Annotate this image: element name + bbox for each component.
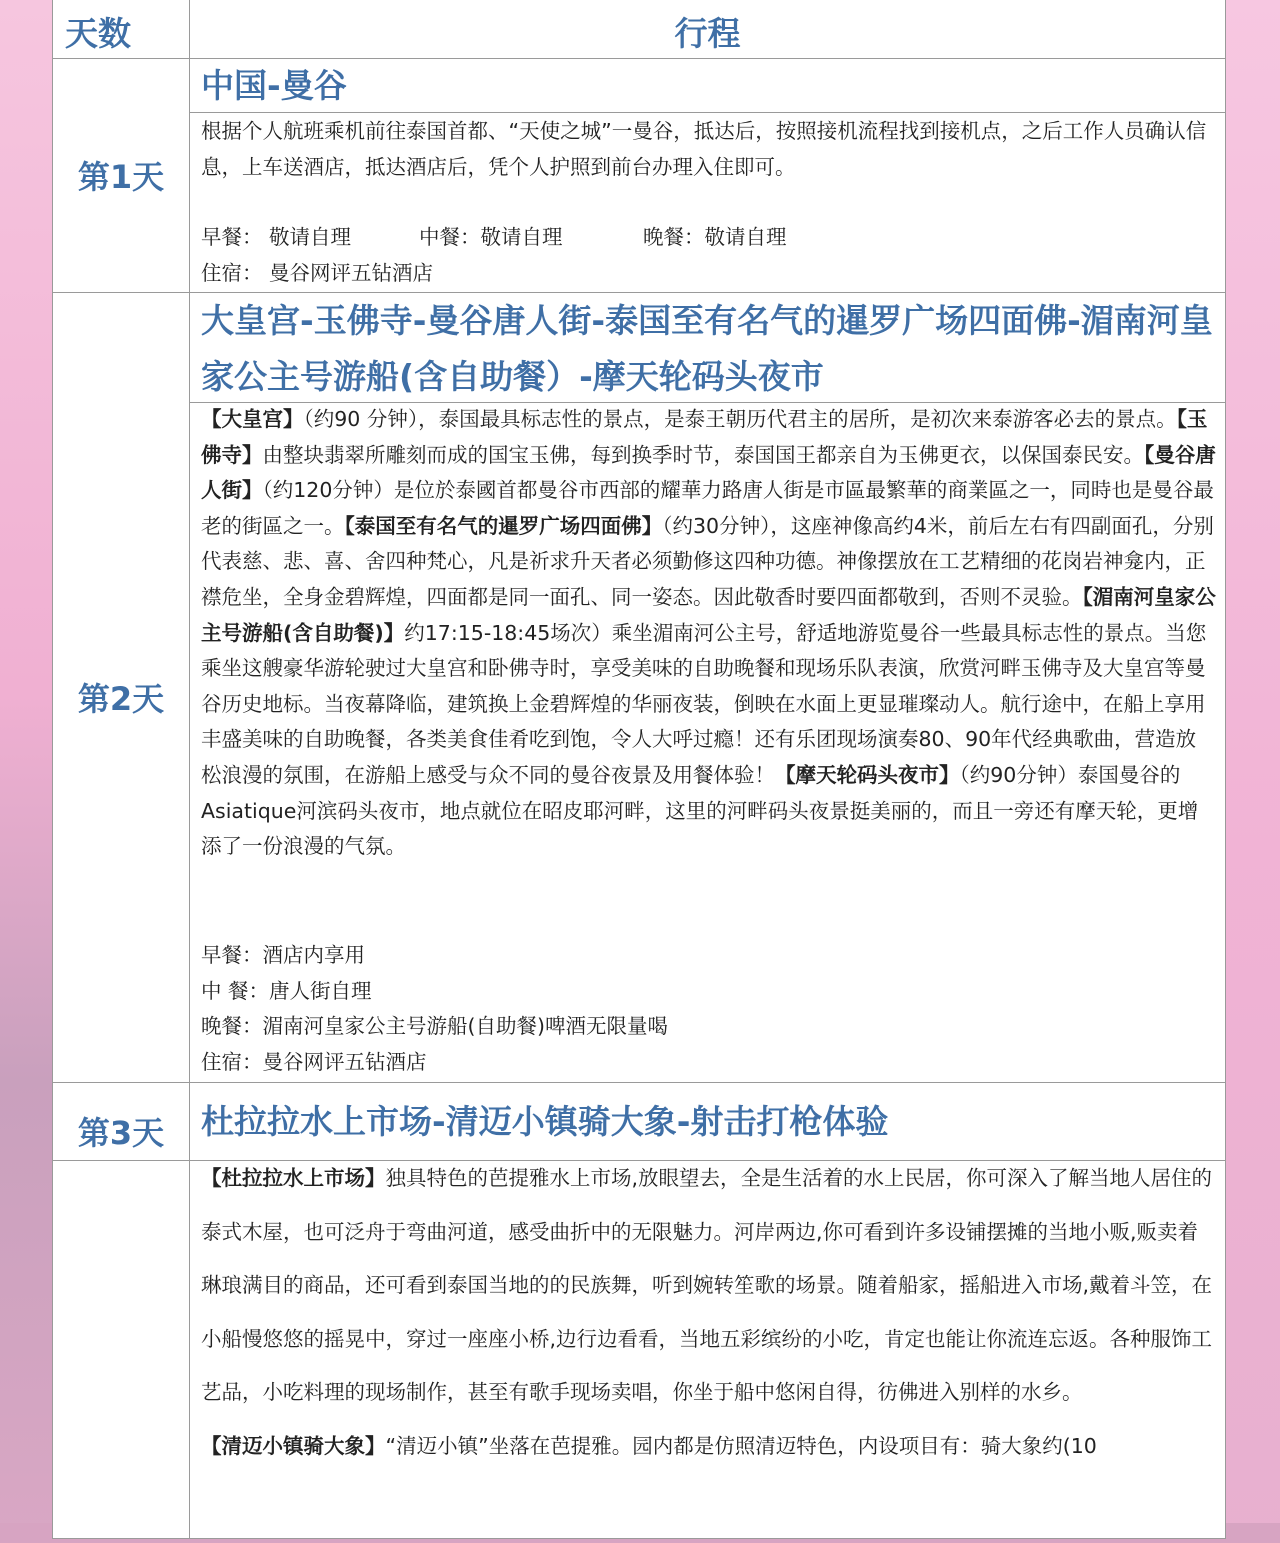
column-divider: [189, 0, 190, 1538]
day-3-description: [201, 1152, 1216, 1473]
day-2-lunch: 中 餐：唐人街自理: [201, 978, 372, 1003]
header-day: 天数: [65, 14, 131, 53]
attraction-name: 【杜拉拉水上市场】: [201, 1166, 386, 1190]
day-3-title: 杜拉拉水上市场-清迈小镇骑大象-射击打枪体验: [201, 1102, 889, 1141]
day-1-label: 第1天: [77, 158, 165, 196]
row-divider: [53, 1082, 1225, 1083]
attraction-text: （约30分钟），这座神像高约4米，前后左右有四副面孔，分别代表慈、悲、喜、舍四种梵心，凡是祈求升天者必须勤修这四种功德。神像摆放在工艺精细的花岗岩神龛内，正襟危坐，全身金碧辉煌，四面都是同一面孔、同一姿态。因此敬香时要四面都敬到，否则不灵验。: [201, 513, 1214, 609]
day-2-hotel: 住宿：曼谷网评五钻酒店: [201, 1049, 427, 1074]
pink-background-right: [1220, 0, 1280, 1543]
day-1-breakfast: 早餐： 敬请自理: [201, 225, 352, 249]
day-1-lunch: 中餐：敬请自理: [419, 225, 563, 249]
attraction-text: 由整块翡翠所雕刻而成的国宝玉佛，每到换季时节，泰国国王都亲自为玉佛更衣，以保国泰民安。: [262, 442, 1144, 467]
day-3-label: 第3天: [77, 1114, 165, 1152]
day-2-label: 第2天: [77, 680, 165, 718]
day-1-hotel: 住宿： 曼谷网评五钻酒店: [201, 261, 434, 285]
day-3-paragraph-1: [201, 1152, 1216, 1420]
day-2-dinner: 晚餐：湄南河皇家公主号游船(自助餐)啤酒无限量喝: [201, 1014, 668, 1039]
day-2-meals: [201, 938, 1216, 1080]
attraction-name: 【清迈小镇骑大象】: [201, 1433, 386, 1458]
attraction-text: 独具特色的芭提雅水上市场,放眼望去，全是生活着的水上民居，你可深入了解当地人居住的泰式木屋，也可泛舟于弯曲河道，感受曲折中的无限魅力。河岸两边,你可看到许多设铺摆摊的当地小贩,贩卖着琳琅满目的商品，还可看到泰国当地的的民族舞，听到婉转笙歌的场景。随着船家，摇船进入市场,戴着斗笠，在小船慢悠悠的摇晃中，穿过一座座小桥,边行边看看，当地五彩缤纷的小吃，肯定也能让你流连忘返。各种服饰工艺品，小吃料理的现场制作，甚至有歌手现场卖唱，你坐于船中悠闲自得，彷佛进入别样的水乡。: [201, 1166, 1213, 1404]
pink-background-left: [0, 0, 60, 1543]
day-1-meals: [201, 220, 1216, 256]
day-2-description: [201, 402, 1216, 865]
attraction-text: （约90 分钟），泰国最具标志性的景点，是泰王朝历代君主的居所，是初次来泰游客必去的景点。: [303, 407, 1177, 431]
attraction-name: 【泰国至有名气的暹罗广场四面佛】: [344, 513, 663, 538]
attraction-name: 【玉佛寺】: [201, 407, 1208, 467]
day-1-description: 根据个人航班乘机前往泰国首都、“天使之城”一曼谷，抵达后，按照接机流程找到接机点，之后工作人员确认信息，上车送酒店，抵达酒店后，凭个人护照到前台办理入住即可。: [201, 119, 1207, 179]
itinerary-table: [52, 0, 1226, 1539]
day-2-title: 大皇宫-玉佛寺-曼谷唐人街-泰国至有名气的暹罗广场四面佛-湄南河皇家公主号游船(含自助餐）-摩天轮码头夜市: [201, 301, 1213, 396]
header-itinerary: 行程: [674, 14, 741, 53]
day-3-paragraph-2: [201, 1420, 1216, 1474]
attraction-name: 【大皇宫】: [201, 407, 304, 431]
attraction-text: 约17:15-18:45场次）乘坐湄南河公主号，舒适地游览曼谷一些最具标志性的景点。当您乘坐这艘豪华游轮驶过大皇宫和卧佛寺时，享受美味的自助晚餐和现场乐队表演，欣赏河畔玉佛寺及大皇宫等曼谷历史地标。当夜幕降临，建筑换上金碧辉煌的华丽夜装，倒映在水面上更显璀璨动人。航行途中，在船上享用丰盛美味的自助晚餐，各类美食佳肴吃到饱，令人大呼过瘾！还有乐团现场演奏80、90年代经典歌曲，营造放松浪漫的氛围，在游船上感受与众不同的曼谷夜景及用餐体验！: [201, 620, 1207, 787]
attraction-text: （约90分钟）泰国曼谷的Asiatique河滨码头夜市，地点就位在昭皮耶河畔，这里的河畔码头夜景挺美丽的，而且一旁还有摩天轮，更增添了一份浪漫的气氛。: [201, 762, 1199, 859]
attraction-text: （约120分钟）是位於泰國首都曼谷市西部的耀華力路唐人街是市區最繁華的商業區之一，同時也是曼谷最老的街區之一。: [201, 478, 1214, 538]
attraction-name: 【摩天轮码头夜市】: [775, 762, 960, 787]
day-2-breakfast: 早餐：酒店内享用: [201, 943, 365, 967]
day-1-dinner: 晚餐：敬请自理: [643, 225, 787, 249]
attraction-name: 【曼谷唐人街】: [201, 442, 1216, 503]
day-1-title: 中国-曼谷: [201, 66, 347, 105]
attraction-name: 【湄南河皇家公主号游船(含自助餐)】: [201, 584, 1216, 645]
attraction-text: “清迈小镇”坐落在芭提雅。园内都是仿照清迈特色，内设项目有：骑大象约(10: [385, 1433, 1097, 1458]
